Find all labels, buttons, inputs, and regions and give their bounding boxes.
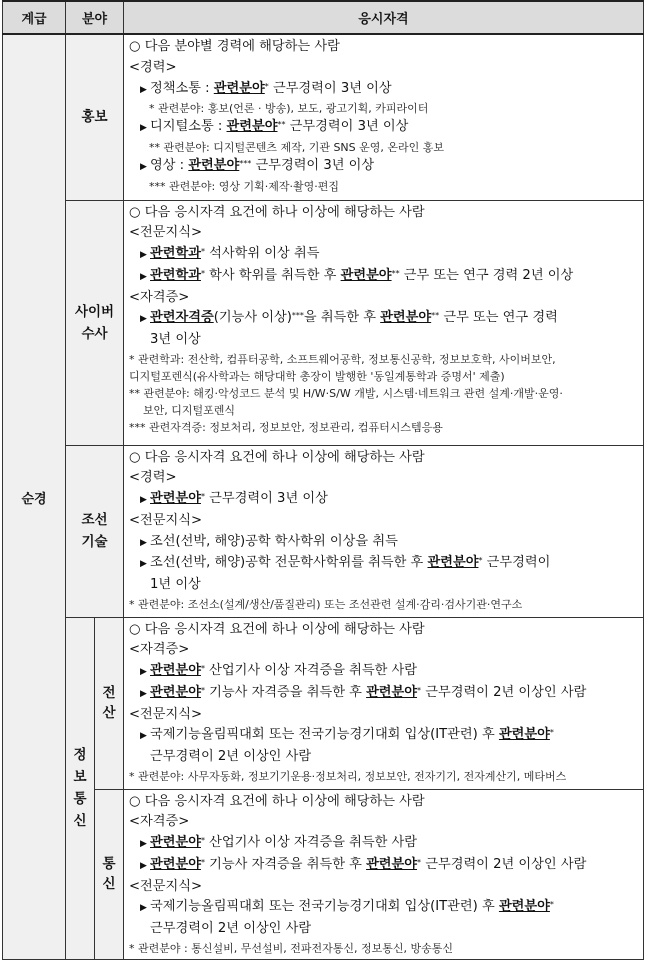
bullet-triangle-icon: ▶ <box>140 667 147 678</box>
computing-note: * 관련분야: 사무자동화, 정보기기운용·정보처리, 정보보안, 전자기기, 전자계산기, 메타버스 <box>129 770 567 784</box>
telecom-section-cert: <자격증> <box>129 814 190 830</box>
pr-item-video: ▶ 영상 : 관련분야*** 근무경력이 3년 이상 <box>129 156 639 178</box>
subfield-computing: 전 산 <box>95 617 124 789</box>
ship-item-bachelor: ▶ 조선(선박, 해양)공학 학사학위 이상을 취득 <box>129 532 639 554</box>
telecom-item-olympics-cont: 근무경력이 2년 이상인 사람 <box>150 921 312 937</box>
cyber-item-bachelor: ▶ 관련학과* 학사 학위를 취득한 후 관련분야** 근무 또는 연구 경력 2년 이상 <box>129 266 639 288</box>
row-computing <box>3 617 644 789</box>
telecom-note: * 관련분야 : 통신설비, 무선설비, 전파전자통신, 정보통신, 방송통신 <box>129 942 453 956</box>
ship-section-knowledge: <전문지식> <box>129 512 203 528</box>
telecom-item-industrial: ▶ 관련분야* 산업기사 이상 자격증을 취득한 사람 <box>129 833 639 855</box>
bullet-triangle-icon: ▶ <box>140 903 147 914</box>
cyber-section-cert: <자격증> <box>129 289 190 305</box>
bullet-triangle-icon: ▶ <box>140 495 147 506</box>
cyber-note-cert: *** 관련자격증: 정보처리, 정보보안, 정보관리, 컴퓨터시스템응용 <box>129 421 443 435</box>
ship-item-associate: ▶ 조선(선박, 해양)공학 전문학사학위를 취득한 후 관련분야* 근무경력이 <box>129 553 639 575</box>
header-field: 분야 <box>66 1 124 34</box>
ship-section-career: <경력> <box>129 470 177 486</box>
cyber-item-cert: ▶ 관련자격증(기능사 이상)***을 취득한 후 관련분야** 근무 또는 연구 경력 <box>129 308 639 330</box>
qualification-table <box>2 0 644 960</box>
ship-item-associate-cont: 1년 이상 <box>150 577 201 593</box>
bullet-triangle-icon: ▶ <box>140 84 147 95</box>
ship-intro: ○ 다음 응시자격 요건에 하나 이상에 해당하는 사람 <box>129 449 425 465</box>
computing-section-knowledge: <전문지식> <box>129 706 203 722</box>
bullet-triangle-icon: ▶ <box>140 559 147 570</box>
computing-item-olympics-cont: 근무경력이 2년 이상인 사람 <box>150 749 312 765</box>
pr-section: <경력> <box>129 59 177 75</box>
bullet-triangle-icon: ▶ <box>140 688 147 699</box>
bullet-triangle-icon: ▶ <box>140 731 147 742</box>
bullet-triangle-icon: ▶ <box>140 860 147 871</box>
content-pr <box>124 34 644 200</box>
subfield-telecom: 통 신 <box>95 789 124 960</box>
content-computing <box>124 617 644 789</box>
bullet-triangle-icon: ▶ <box>140 271 147 282</box>
ship-item-career: ▶ 관련분야* 근무경력이 3년 이상 <box>129 489 639 511</box>
ship-note: * 관련분야: 조선소(설계/생산/품질관리) 또는 조선관련 설계·감리·검사기관·연구소 <box>129 598 523 612</box>
pr-item-digital: ▶ 디지털소통 : 관련분야** 근무경력이 3년 이상 <box>129 117 639 139</box>
field-pr: 홍보 <box>66 34 124 200</box>
computing-section-cert: <자격증> <box>129 642 190 658</box>
bullet-triangle-icon: ▶ <box>140 537 147 548</box>
cyber-item-cert-cont: 3년 이상 <box>150 332 201 348</box>
cyber-intro: ○ 다음 응시자격 요건에 하나 이상에 해당하는 사람 <box>129 204 425 220</box>
telecom-item-olympics: ▶ 국제기능올림픽대회 또는 전국기능경기대회 입상(IT관련) 후 관련분야* <box>129 897 639 919</box>
cyber-note-dept: * 관련학과: 전산학, 컴퓨터공학, 소프트웨어공학, 정보통신공학, 정보보호학, 사이버보안, <box>129 353 556 367</box>
field-cyber: 사이버 수사 <box>66 200 124 445</box>
field-ship: 조선 기술 <box>66 445 124 617</box>
header-qualification: 응시자격 <box>124 1 644 34</box>
cyber-section-knowledge: <전문지식> <box>129 225 203 241</box>
pr-note-video: *** 관련분야: 영상 기획·제작·촬영·편집 <box>149 179 339 193</box>
computing-item-craftsman: ▶ 관련분야* 기능사 자격증을 취득한 후 관련분야* 근무경력이 2년 이상인 사람 <box>129 683 639 705</box>
computing-item-olympics: ▶ 국제기능올림픽대회 또는 전국기능경기대회 입상(IT관련) 후 관련분야* <box>129 725 639 747</box>
content-telecom <box>124 789 644 960</box>
bullet-triangle-icon: ▶ <box>140 162 147 173</box>
grade-cell: 순경 <box>3 34 66 960</box>
cyber-note-field-cont: 보안, 디지털포렌식 <box>143 404 236 418</box>
header-grade: 계급 <box>3 1 66 34</box>
cyber-item-masters: ▶ 관련학과* 석사학위 이상 취득 <box>129 244 639 266</box>
telecom-item-craftsman: ▶ 관련분야* 기능사 자격증을 취득한 후 관련분야* 근무경력이 2년 이상인 사람 <box>129 855 639 877</box>
field-ict: 정 보 통 신 <box>66 617 95 960</box>
header-row <box>3 1 644 34</box>
content-ship <box>124 445 644 617</box>
cyber-note-field: ** 관련분야: 해킹·악성코드 분석 및 H/W·S/W 개발, 시스템·네트워크 관련 설계·개발·운영· <box>129 387 563 401</box>
pr-note-policy: * 관련분야: 홍보(언론 · 방송), 보도, 광고기획, 카피라이터 <box>149 102 429 116</box>
pr-intro: ○ 다음 분야별 경력에 해당하는 사람 <box>129 39 340 54</box>
pr-item-policy: ▶ 정책소통 : 관련분야* 근무경력이 3년 이상 <box>129 79 639 101</box>
row-ship <box>3 445 644 617</box>
cyber-note-dept-cont: 디지털포렌식(유사학과는 해당대학 총장이 발행한 '동일계통학과 증명서' 제출) <box>129 370 505 384</box>
telecom-section-knowledge: <전문지식> <box>129 878 203 894</box>
bullet-triangle-icon: ▶ <box>140 250 147 261</box>
row-pr <box>3 34 644 200</box>
computing-item-industrial: ▶ 관련분야* 산업기사 이상 자격증을 취득한 사람 <box>129 661 639 683</box>
bullet-triangle-icon: ▶ <box>140 314 147 325</box>
bullet-triangle-icon: ▶ <box>140 839 147 850</box>
pr-note-digital: ** 관련분야: 디지털콘텐츠 제작, 기관 SNS 운영, 온라인 홍보 <box>149 141 445 155</box>
row-cyber <box>3 200 644 445</box>
telecom-intro: ○ 다음 응시자격 요건에 하나 이상에 해당하는 사람 <box>129 793 425 809</box>
content-cyber <box>124 200 644 445</box>
computing-intro: ○ 다음 응시자격 요건에 하나 이상에 해당하는 사람 <box>129 621 425 637</box>
row-telecom <box>3 789 644 960</box>
bullet-triangle-icon: ▶ <box>140 123 147 134</box>
